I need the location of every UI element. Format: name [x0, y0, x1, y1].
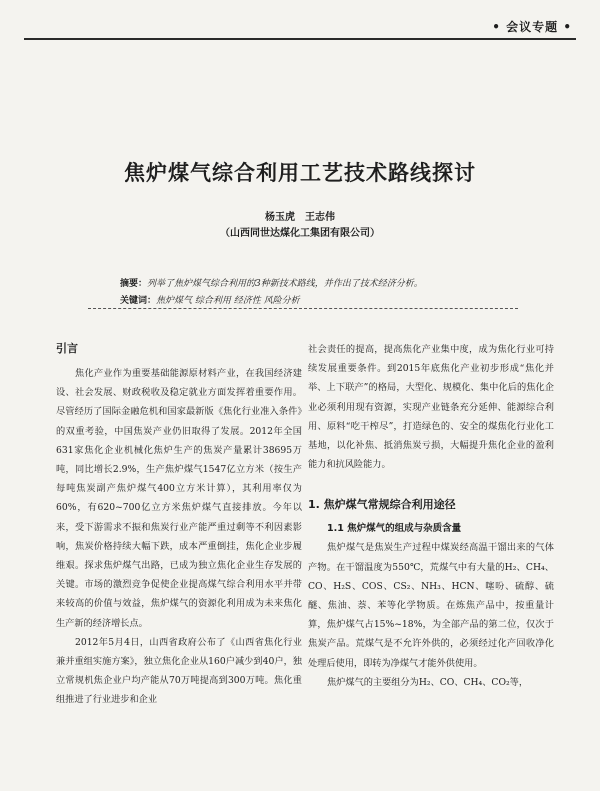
section-1-heading: 1. 焦炉煤气常规综合利用途径	[308, 498, 456, 512]
abstract-divider	[88, 308, 518, 309]
section-1-1-paragraph-2: 焦炉煤气的主要组分为H₂、CO、CH₄、CO₂等，	[327, 676, 529, 688]
left-column	[56, 340, 302, 710]
section-gap	[308, 474, 554, 496]
keywords-text: 焦炉煤气 综合利用 经济性 风险分析	[156, 296, 300, 306]
intro-paragraph-2-continued: 社会责任的提高，提高焦化产业集中度，成为焦化行业可持续发展重要条件。到2015年底焦化产业初步形成“焦化并举、上下联产”的格局，大型化、规模化、集中化后的焦化企业必须利用现有资源，实现产业链条充分延伸、能源综合利用、原料“吃干榨尽”，打造绿色的、安全的煤焦化行业化工基地，以化补焦、抵消焦炭亏损，大幅提升焦化企业的盈利能力和抗风险能力。	[308, 344, 554, 471]
article-title: 焦炉煤气综合利用工艺技术路线探讨	[124, 161, 476, 185]
abstract-text: 列举了焦炉煤气综合利用的3种新技术路线，并作出了技术经济分析。	[147, 279, 423, 289]
intro-heading: 引言	[56, 342, 78, 355]
affiliation: （山西同世达煤化工集团有限公司）	[220, 228, 380, 239]
header-rule	[24, 38, 576, 40]
authors: 杨玉虎 王志伟	[265, 212, 335, 223]
section-tag: • 会议专题 •	[492, 20, 572, 34]
intro-paragraph-1: 焦化产业作为重要基础能源原材料产业，在我国经济建设、社会发展、财政税收及稳定就业方面发挥着重要作用。尽管经历了国际金融危机和国家最新版《焦化行业准入条件》的双重考验，中国焦炭产业仍旧取得了发展。2012年全国631家焦化企业机械化焦炉生产的焦炭产量累计38695万吨，同比增长2.9%，生产焦炉煤气1547亿立方米（按生产每吨焦炭副产焦炉煤气400立方米计算），其利用率仅为60%，有620~700亿立方米焦炉煤气直接排放。今年以来，受下游需求不振和焦炭行业产能严重过剩等不利因素影响，焦炭价格持续大幅下跌，成本严重倒挂，焦化企业步履维艰。探求焦炉煤气出路，已成为独立焦化企业生存发展的关键。市场的激烈竞争促使企业提高煤气综合利用水平并带来较高的价值与效益，焦炉煤气的资源化利用成为未来焦化生产新的经济增长点。	[56, 368, 302, 629]
section-1-1-paragraph-1: 焦炉煤气是焦炭生产过程中煤炭经高温干馏出来的气体产物。在干馏温度为550℃，荒煤气中有大量的H₂、CH₄、CO、H₂S、COS、CS₂、NH₃、HCN、噻吩、硫醇、硫醚、焦油、萘、苯等化学物质。在炼焦产品中，按重量计算，焦炉煤气占15%~18%，为全部产品的第二位，仅次于焦炭产品。荒煤气是不允许外供的，必须经过化产回收净化处理后使用，即转为净煤气才能外供使用。	[308, 542, 554, 669]
abstract	[120, 276, 560, 289]
intro-paragraph-2: 2012年5月4日，山西省政府公布了《山西省焦化行业兼并重组实施方案》，独立焦化企业从160户减少到40户，独立常规机焦企业户均产能从70万吨提高到300万吨。焦化重组推进了行业进步和企业	[56, 636, 302, 706]
keywords	[120, 293, 560, 306]
right-column	[308, 340, 554, 692]
keywords-label: 关键词：	[120, 296, 157, 306]
section-1-1-heading: 1.1 焦炉煤气的组成与杂质含量	[327, 523, 462, 535]
abstract-label: 摘要：	[120, 279, 148, 289]
